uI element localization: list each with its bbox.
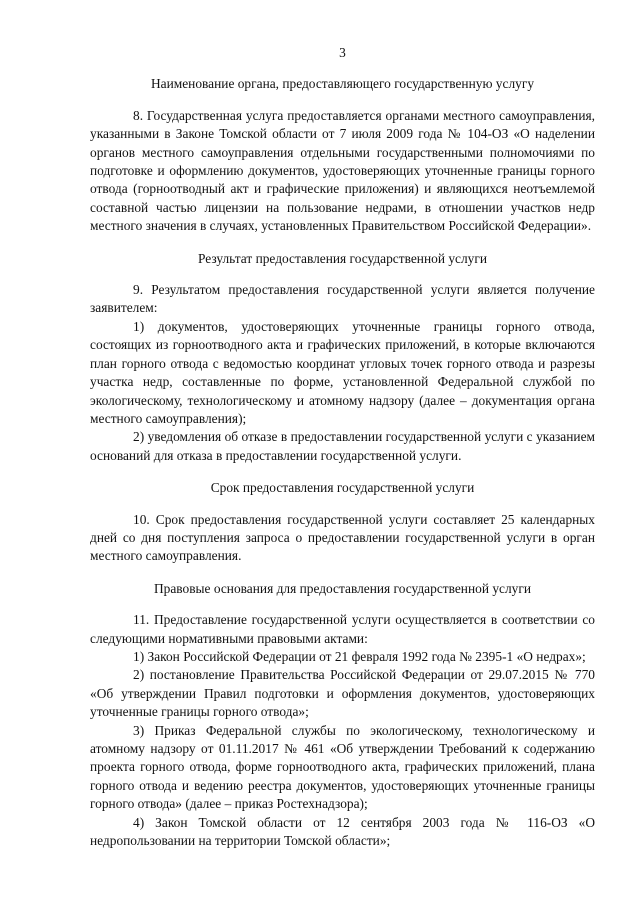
paragraph-10: 10. Срок предоставления государственной услуги составляет 25 календарных дней со дня поступления запроса о предоставлении государственной услуги в орган местного самоуправления. <box>90 511 595 564</box>
paragraph-11-item-1: 1) Закон Российской Федерации от 21 февраля 1992 года № 2395-1 «О недрах»; <box>133 648 586 664</box>
section-heading-authority: Наименование органа, предоставляющего государственную услугу <box>150 76 535 92</box>
section-heading-term: Срок предоставления государственной услуги <box>210 480 475 496</box>
paragraph-9-item-2: 2) уведомления об отказе в предоставлении государственной услуги с указанием оснований для отказа в предоставлении государственной услуги. <box>90 429 595 463</box>
paragraph-11-item-3: 3) Приказ Федеральной службы по экологическому, технологическому и атомному надзору от 01.11.2017 № 461 «Об утверждении Требований к содержанию проекта горного отвода, форме горноотводного акта, графических приложений, плана горного отвода и ведению реестра документов, удостоверяющих уточненные границы горного отвода» (далее – приказ Ростехнадзора); <box>90 722 595 812</box>
paragraph-11: 11. Предоставление государственной услуги осуществляется в соответствии со следующими нормативными правовыми актами: <box>90 612 595 646</box>
paragraph-11-item-2: 2) постановление Правительства Российской Федерации от 29.07.2015 № 770 «Об утверждении Правил подготовки и оформления документов, удостоверяющих уточненные границы горного отвода»; <box>90 667 595 720</box>
section-heading-result: Результат предоставления государственной услуги <box>197 250 488 266</box>
document-page <box>90 44 595 850</box>
paragraph-11-item-4: 4) Закон Томской области от 12 сентября 2003 года № 116-ОЗ «О недропользовании на территории Томской области»; <box>90 814 595 849</box>
page-number: 3 <box>339 45 346 60</box>
paragraph-8: 8. Государственная услуга предоставляется органами местного самоуправления, указанными в Законе Томской области от 7 июля 2009 года № 104-ОЗ «О наделении органов местного самоуправления отдельными государственными полномочиями по подготовке и оформлению документов, удостоверяющих уточненные границы горного отвода (горноотводный акт и графические приложения) и являющихся неотъемлемой составной частью лицензии на пользование недрами, в отношении участков недр местного значения в случаях, установленных Правительством Российской Федерации». <box>90 107 595 234</box>
section-heading-legal-basis: Правовые основания для предоставления государственной услуги <box>153 580 532 596</box>
paragraph-9-item-1: 1) документов, удостоверяющих уточненные границы горного отвода, состоящих из горноотводного акта и графических приложений, в которые включаются план горного отвода с ведомостью координат угловых точек горного отвода и разрезы участка недр, составленные по форме, установленной Федеральной службой по экологическому, технологическому и атомному надзору (далее – документация органа местного самоуправления); <box>90 318 595 426</box>
paragraph-9: 9. Результатом предоставления государственной услуги является получение заявителем: <box>90 282 595 316</box>
